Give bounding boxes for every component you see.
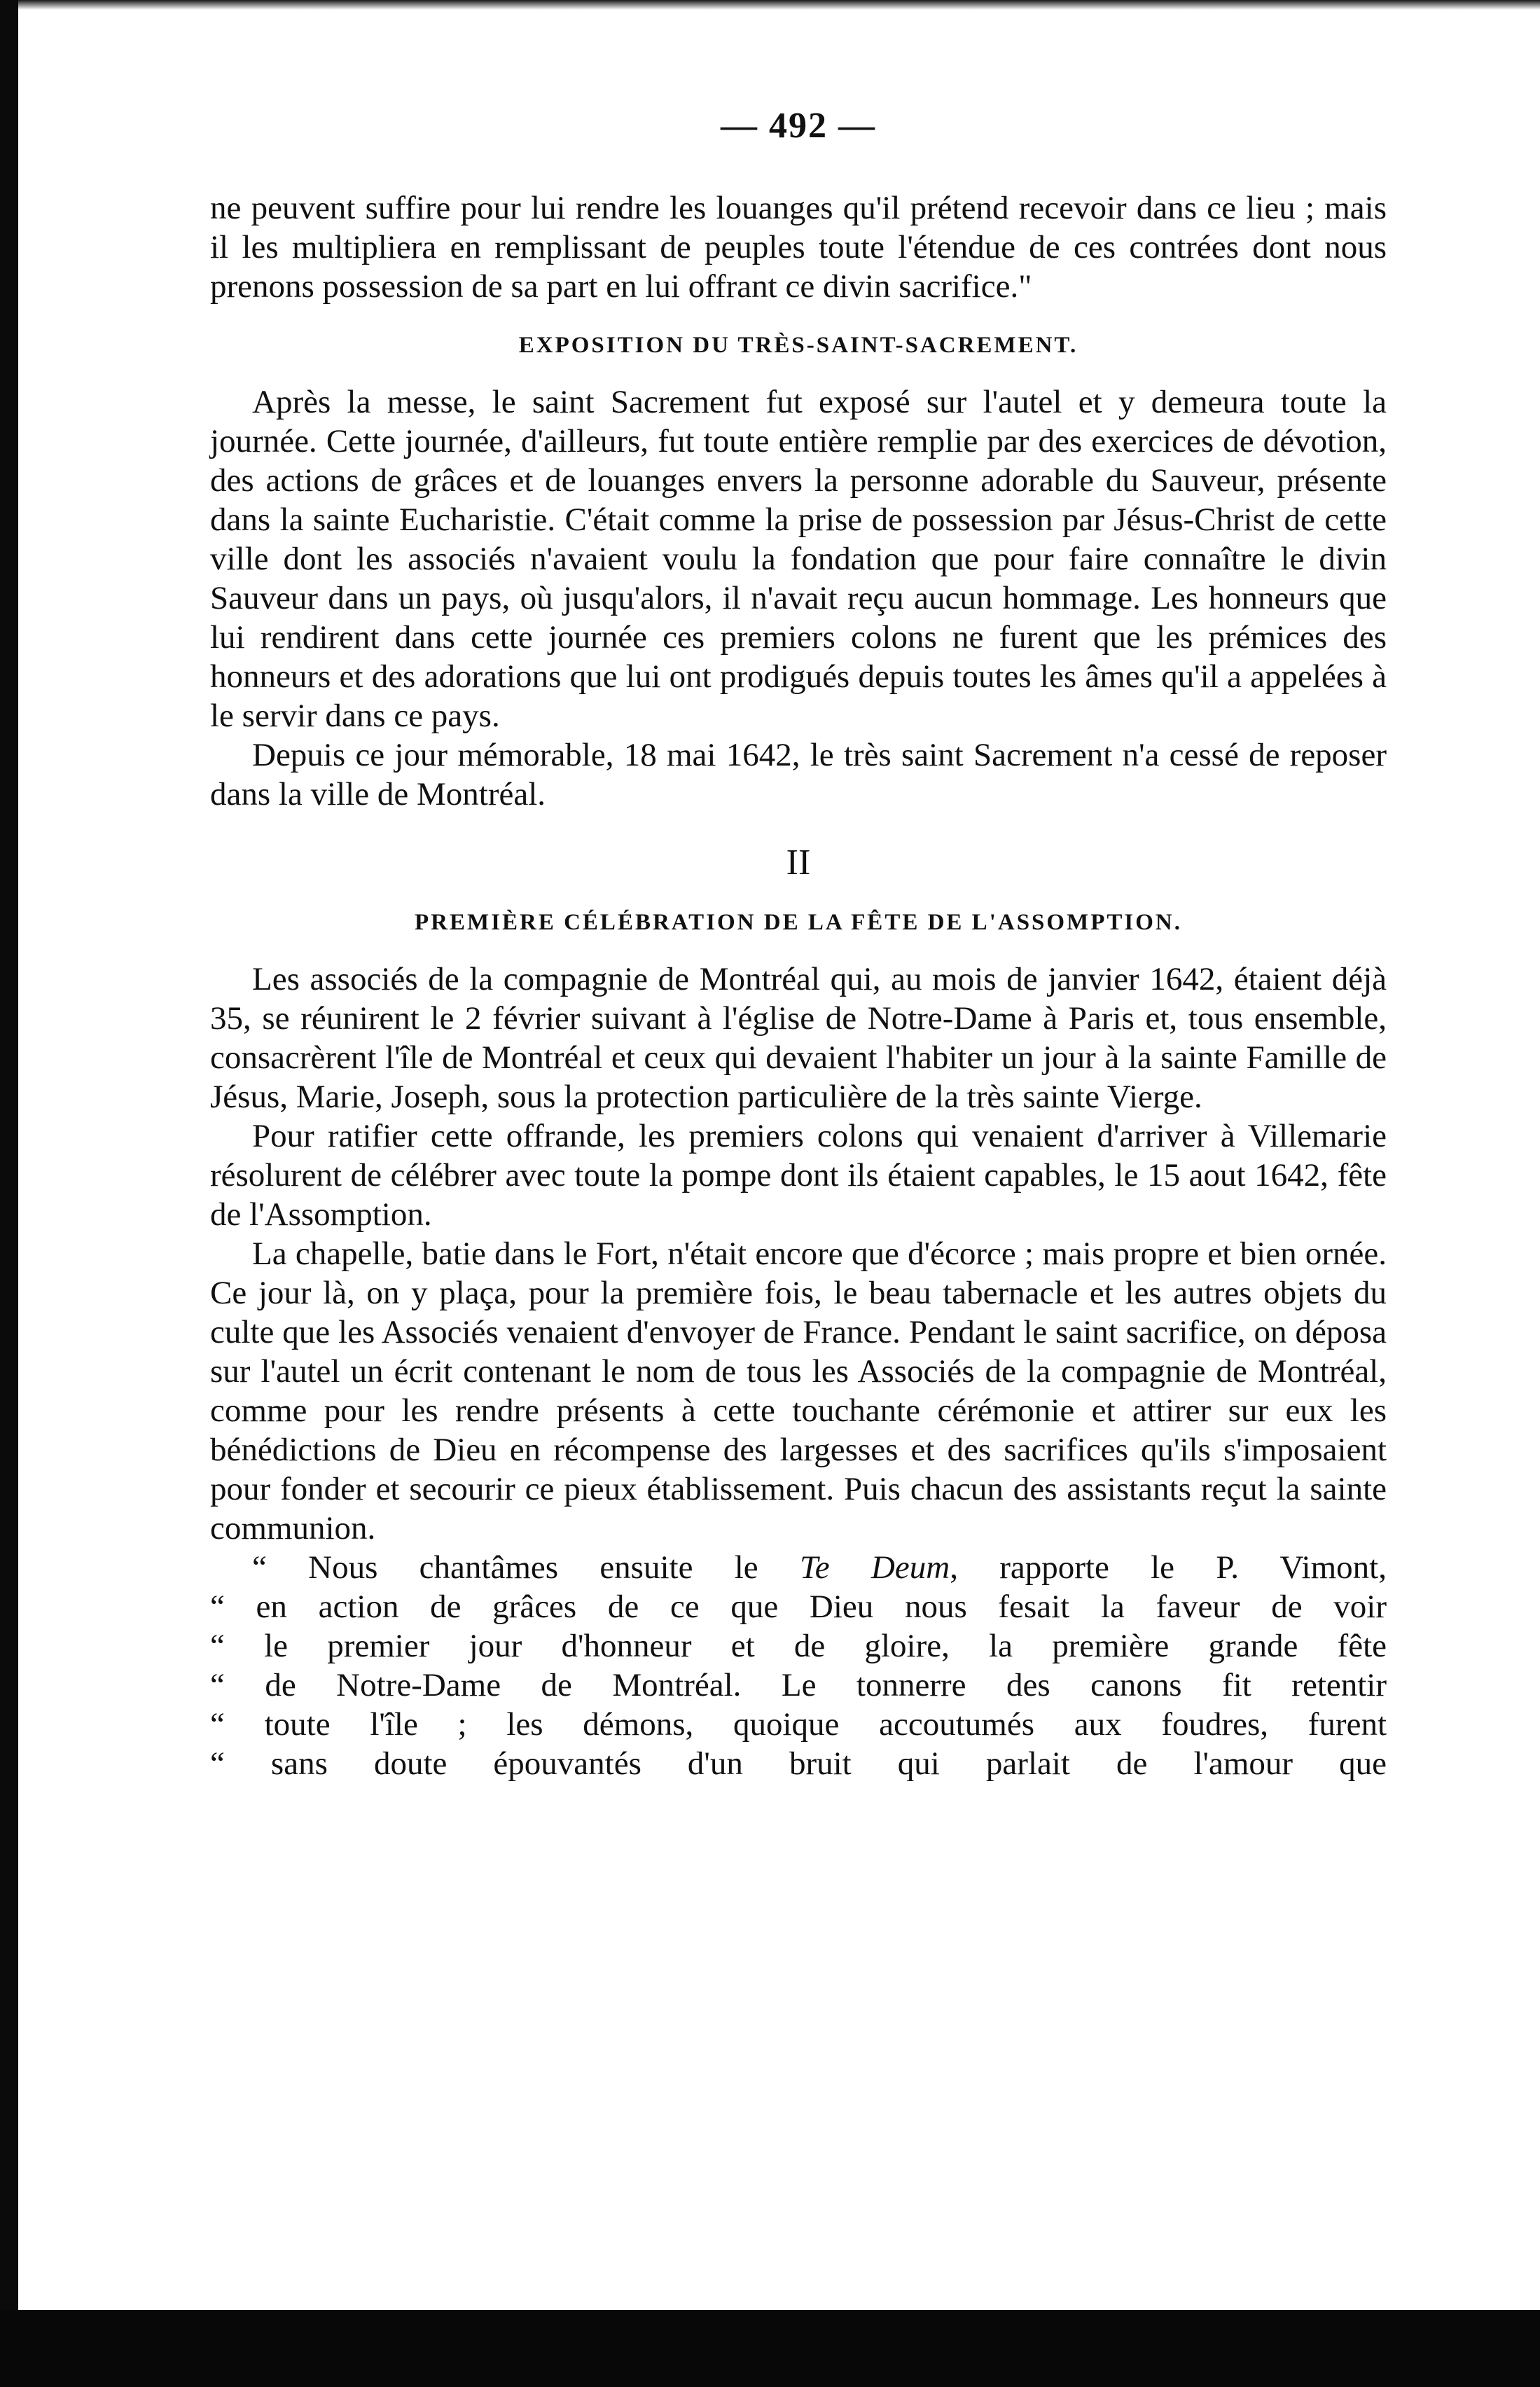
quote-line: “ le premier jour d'honneur et de gloire, la première grande fête <box>210 1628 1387 1664</box>
quote-line: “ de Notre-Dame de Montréal. Le tonnerre des canons fit retentir <box>210 1667 1387 1703</box>
quote-title: Te Deum <box>799 1549 950 1586</box>
scan-border-left <box>0 0 18 2387</box>
quote-line: “ toute l'île ; les démons, quoique accoutumés aux foudres, furent <box>210 1706 1387 1743</box>
paragraph: La chapelle, batie dans le Fort, n'était encore que d'écorce ; mais propre et bien ornée. Ce jour là, on y plaça, pour la première fois, le beau tabernacle et les autres objets du culte que les Associés venaient d'envoyer de France. Pendant le saint sacrifice, on déposa sur l'autel un écrit contenant le nom de tous les Associés de la compagnie de Montréal, comme pour les rendre présents à cette touchante cérémonie et attirer sur eux les bénédictions de Dieu en récompense des largesses et des sacrifices qu'ils s'imposaient pour fonder et secourir ce pieux établissement. Puis chacun des assistants reçut la sainte communion. <box>210 1236 1387 1547</box>
quotation-block <box>210 1548 1387 1783</box>
paragraph: Depuis ce jour mémorable, 18 mai 1642, le très saint Sacrement n'a cessé de reposer dans la ville de Montréal. <box>210 737 1387 812</box>
paragraph: Les associés de la compagnie de Montréal qui, au mois de janvier 1642, étaient déjà 35, se réunirent le 2 février suivant à l'église de Notre-Dame à Paris et, tous ensemble, consacrèrent l'île de Montréal et ceux qui devaient l'habiter un jour à la sainte Famille de Jésus, Marie, Joseph, sous la protection particulière de la très sainte Vierge. <box>210 961 1387 1115</box>
quote-text: , rapporte le P. Vimont, <box>950 1549 1387 1586</box>
quote-line: “ en action de grâces de ce que Dieu nous fesait la faveur de voir <box>210 1589 1387 1625</box>
paragraph: Après la messe, le saint Sacrement fut exposé sur l'autel et y demeura toute la journée. Cette journée, d'ailleurs, fut toute entière remplie par des exercices de dévotion, des actions de grâces et de louanges envers la personne adorable du Sauveur, présente dans la sainte Eucharistie. C'était comme la prise de possession par Jésus-Christ de cette ville dont les associés n'avaient voulu la fondation que pour faire connaître le divin Sauveur dans un pays, où jusqu'alors, il n'avait reçu aucun hommage. Les honneurs que lui rendirent dans cette journée ces premiers colons ne furent que les prémices des honneurs et des adorations que lui ont prodigués depuis toutes les âmes qu'il a appelées à le servir dans ce pays. <box>210 384 1387 734</box>
paragraph: Pour ratifier cette offrande, les premiers colons qui venaient d'arriver à Villemarie résolurent de célébrer avec toute la pompe dont ils étaient capables, le 15 aout 1642, fête de l'Assomption. <box>210 1118 1387 1233</box>
quote-line <box>210 1548 1387 1587</box>
scan-border-top <box>0 0 1540 10</box>
quote-text: “ Nous chantâmes ensuite le <box>252 1549 800 1586</box>
book-page <box>210 105 1387 1783</box>
opening-paragraph: ne peuvent suffire pour lui rendre les louanges qu'il prétend recevoir dans ce lieu ; mais il les multipliera en remplissant de peuples toute l'étendue de ces contrées dont nous prenons possession de sa part en lui offrant ce divin sacrifice." <box>210 190 1387 305</box>
section-number: II <box>786 843 811 883</box>
quote-line: “ sans doute épouvantés d'un bruit qui parlait de l'amour que <box>210 1745 1387 1782</box>
section-heading-exposition: EXPOSITION DU TRÈS-SAINT-SACREMENT. <box>518 333 1078 358</box>
page-number: — 492 — <box>721 106 876 146</box>
scan-border-bottom <box>0 2310 1540 2387</box>
section-heading-assomption: PREMIÈRE CÉLÉBRATION DE LA FÊTE DE L'ASSOMPTION. <box>415 910 1182 935</box>
